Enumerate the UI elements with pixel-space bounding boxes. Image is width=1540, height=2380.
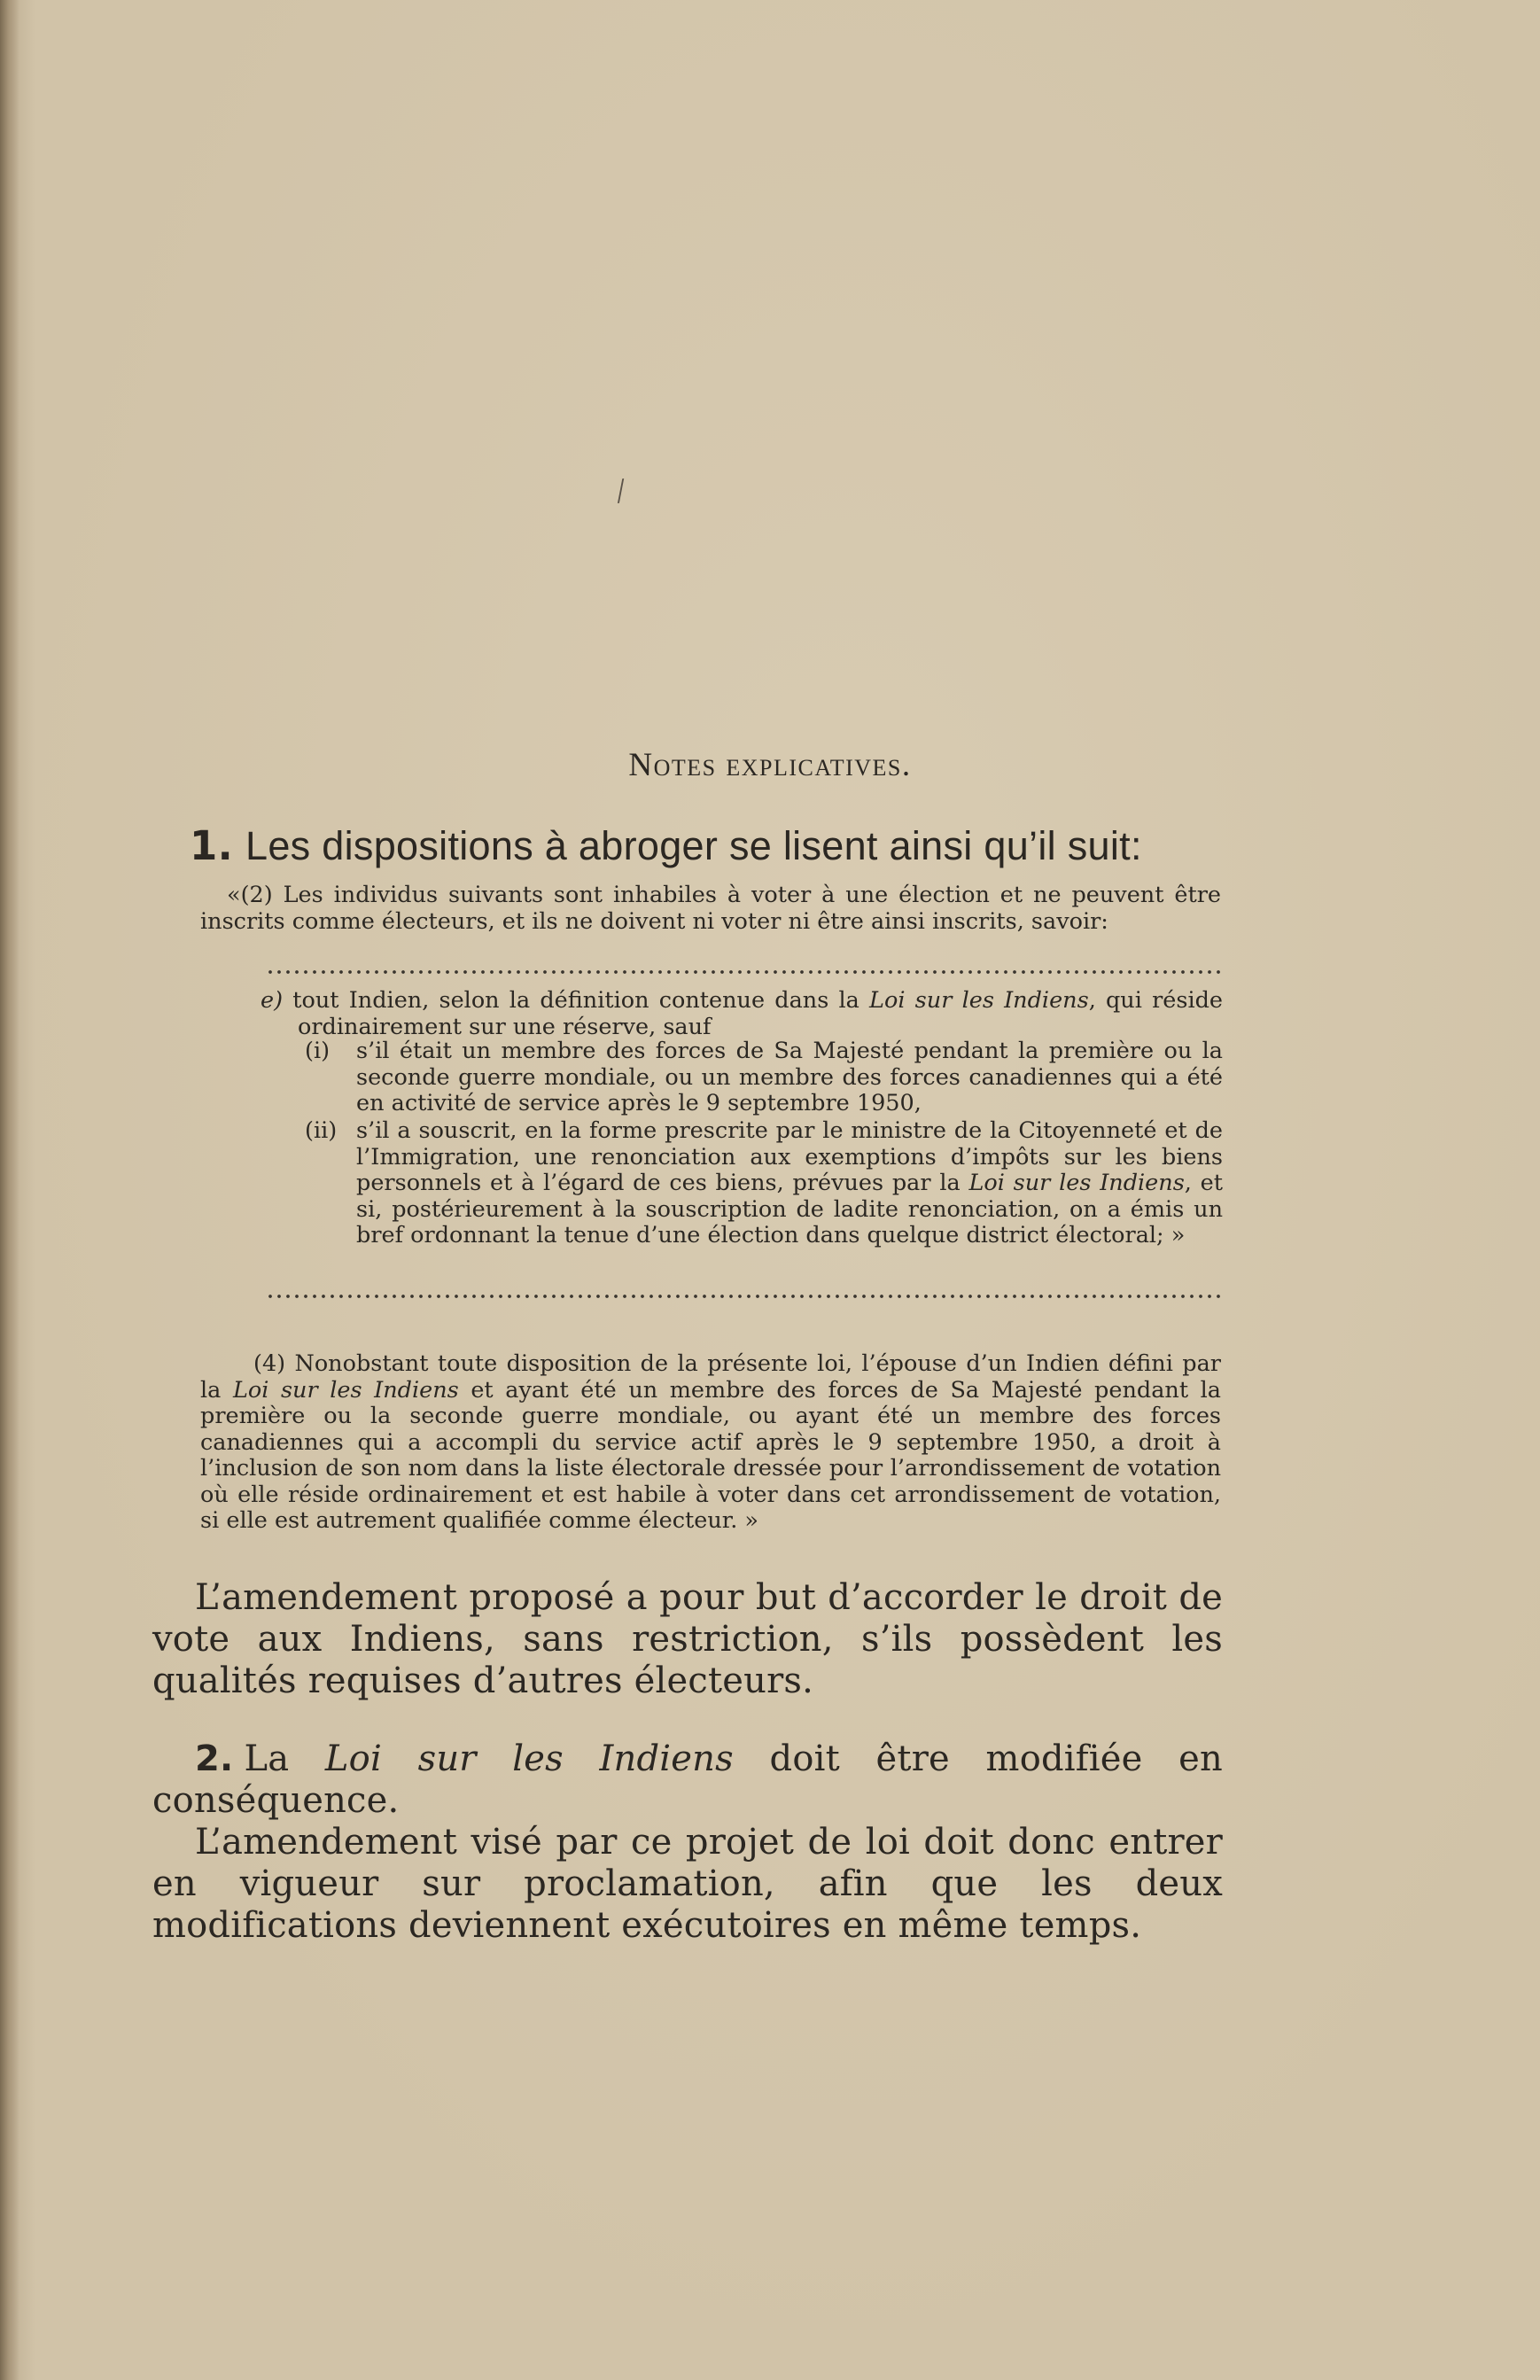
sub-item-ii-italic: Loi sur les Indiens (968, 1170, 1185, 1196)
quote-intro-text: «(2) Les individus suivants sont inhabiles à voter à une élection et ne peuvent être inscrits comme électeurs, et ils ne doivent ni voter ni être ainsi inscrits, savoir: (200, 882, 1221, 935)
item-e (261, 988, 1223, 1040)
sub-item-ii-text-after: , et si, postérieurement à la souscription de ladite renonciation, on a émis un bref ordonnant la tenue d’une élection dans quelque district électoral; » (356, 1170, 1223, 1248)
para4-text-after: et ayant été un membre des forces de Sa Majesté pendant la première ou la seconde guerre mondiale, ou ayant été un membre des forces canadiennes qui a accompli du service actif après le 9 septembre 1950, a droit à l’inclusion de son nom dans la liste électorale dressée pour l’arrondissement de votation où elle réside ordinairement et est habile à voter dans cet arrondissement de votation, si elle est autrement qualifiée comme électeur. » (200, 1376, 1222, 1534)
section-heading: Notes explicatives. (628, 747, 912, 783)
section-1-intro (190, 822, 1235, 869)
item-e-text-before: tout Indien, selon la définition contenue dans la (292, 987, 859, 1014)
amendment-2 (152, 1822, 1223, 1947)
para4-text-before: (4) Nonobstant toute disposition de la présente loi, l’épouse d’un Indien défini par la (200, 1350, 1221, 1404)
dotted-leader-top (266, 969, 1223, 975)
section-2-text-after: doit être modifiée en conséquence. (152, 1738, 1224, 1821)
section-2-italic: Loi sur les Indiens (324, 1738, 734, 1779)
section-1-number: 1. (190, 822, 234, 869)
sub-item-ii-label: (ii) (305, 1117, 338, 1144)
section-1-text: Les dispositions à abroger se lisent ainsi qu’il suit: (245, 823, 1142, 868)
amendment-1 (152, 1577, 1223, 1702)
amendment-2-text: L’amendement visé par ce projet de loi doit donc entrer en vigueur sur proclamation, afin que les deux modifications deviennent exécutoires en même temps. (152, 1822, 1223, 1946)
sub-item-ii (261, 1118, 1223, 1278)
quote-paragraph-4 (200, 1351, 1221, 1535)
sub-item-i-label: (i) (305, 1038, 331, 1064)
sub-item-ii-text (356, 1118, 1223, 1249)
sub-item-i-text: s’il était un membre des forces de Sa Majesté pendant la première ou la seconde guerre mondiale, ou un membre des forces canadiennes qui a été en activité de service après le 9 septembre 1950, (356, 1038, 1223, 1116)
pencil-mark: / (612, 470, 629, 511)
item-e-italic: Loi sur les Indiens (869, 987, 1089, 1014)
item-e-label: e) (261, 987, 284, 1014)
item-e-text-after: , qui réside ordinairement sur une réserve, sauf (298, 987, 1224, 1040)
page-binding-edge (0, 0, 19, 2380)
section-2 (152, 1738, 1223, 1822)
section-2-number: 2. (195, 1738, 234, 1779)
dotted-leader-bottom (266, 1294, 1223, 1299)
para4-italic: Loi sur les Indiens (232, 1376, 459, 1404)
amendment-1-text: L’amendement proposé a pour but d’accorder le droit de vote aux Indiens, sans restriction, s’ils possèdent les qualités requises d’autres électeurs. (152, 1577, 1223, 1701)
section-2-text-before: La (244, 1738, 290, 1779)
quote-intro (200, 883, 1221, 935)
sub-item-ii-text-before: s’il a souscrit, en la forme prescrite par le ministre de la Citoyenneté et de l’Immigration, une renonciation aux exemptions d’impôts sur les biens personnels et à l’égard de ces biens, prévues par la (356, 1117, 1223, 1196)
